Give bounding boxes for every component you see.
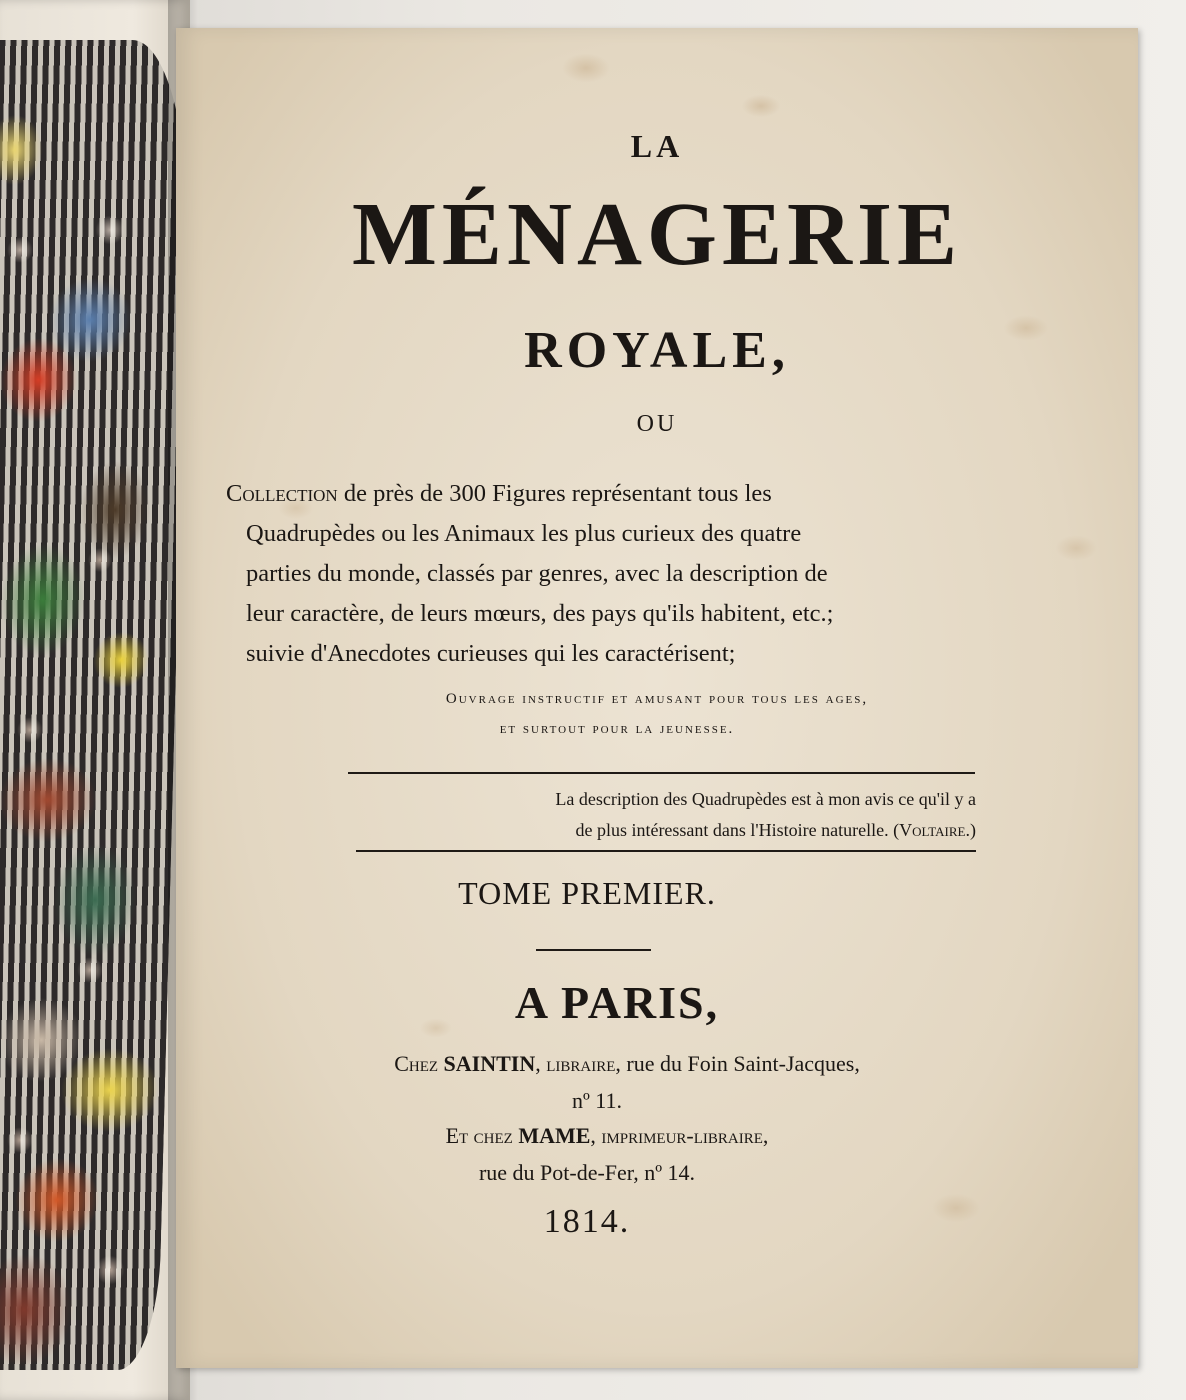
publisher-line-2: [126, 1121, 1088, 1151]
publisher-number-1: nº 11.: [571, 1088, 622, 1113]
epigraph-line-2: de plus intéressant dans l'Histoire naturelle. (: [575, 820, 900, 840]
left-facing-page: [0, 0, 190, 1400]
description-lead-word: Collection: [226, 480, 338, 507]
publisher-address-2: rue du Pot-de-Fer, nº 14.: [478, 1160, 696, 1185]
description-line-4: leur caractère, de leurs mœurs, des pays qu'ils habitent, etc.;: [246, 600, 834, 627]
publisher-name-saintin: SAINTIN: [443, 1051, 536, 1076]
title-main: MÉNAGERIE: [351, 185, 963, 284]
description-line-5: suivie d'Anecdotes curieuses qui les caractérisent;: [246, 640, 736, 667]
divider-rule-bottom: [356, 850, 976, 852]
publisher-address-1: rue du Foin Saint-Jacques,: [626, 1051, 860, 1076]
subtitle-line-1: Ouvrage instructif et amusant pour tous les ages,: [445, 691, 869, 707]
title-royale: ROYALE,: [524, 322, 790, 379]
short-divider-rule: [536, 949, 651, 951]
title-article: LA: [630, 128, 684, 164]
publisher-chez: Chez: [394, 1051, 444, 1076]
epigraph-close: ): [970, 820, 976, 840]
epigraph-line-1: La description des Quadrupèdes est à mon avis ce qu'il y a: [555, 789, 976, 809]
imprint-place: A PARIS,: [514, 977, 720, 1028]
publisher-role-libraire: , libraire,: [535, 1051, 627, 1076]
description-line-2: Quadrupèdes ou les Animaux les plus curieux des quatre: [246, 520, 802, 547]
title-page: [176, 28, 1138, 1368]
publisher-name-mame: MAME: [518, 1123, 591, 1148]
description-line-1: de près de 300 Figures représentant tous les: [337, 480, 772, 507]
publisher-et-chez: Et chez: [445, 1123, 519, 1148]
publisher-role-imprimeur: , imprimeur-libraire,: [590, 1123, 769, 1148]
volume-label: TOME PREMIER.: [458, 875, 716, 911]
epigraph-author: Voltaire.: [899, 820, 970, 840]
divider-rule-top: [348, 772, 975, 774]
epigraph-quote: [356, 784, 976, 846]
imprint-year: 1814.: [543, 1203, 631, 1240]
publisher-line-1: [146, 1049, 1108, 1079]
subtitle-line-2: et surtout pour la jeunesse.: [499, 721, 735, 737]
title-conjunction: OU: [636, 411, 678, 437]
description-paragraph: [226, 474, 978, 674]
description-line-3: parties du monde, classés par genres, avec la description de: [246, 560, 828, 587]
